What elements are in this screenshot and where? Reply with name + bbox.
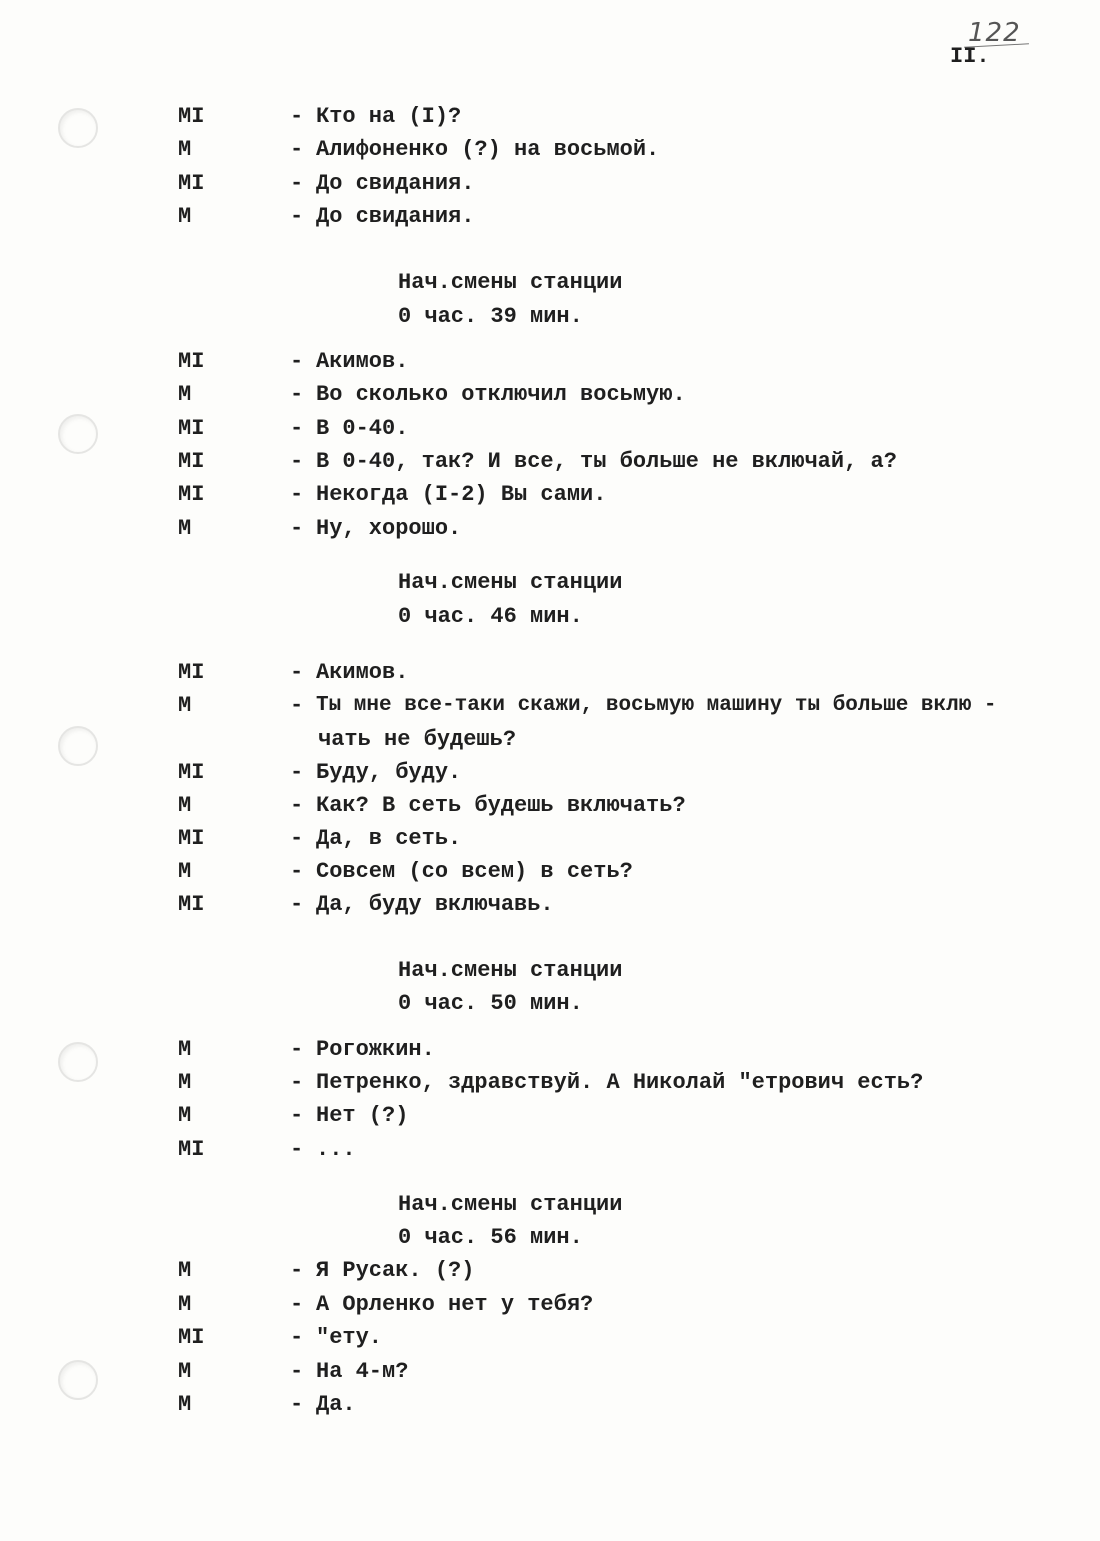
dialog-line xyxy=(0,1133,1100,1167)
dialog-line xyxy=(0,1321,1100,1355)
speaker-label: MI xyxy=(178,1325,205,1350)
line-dash: - xyxy=(290,1070,304,1095)
line-dash: - xyxy=(290,793,304,818)
line-dash: - xyxy=(290,1137,304,1162)
line-dash: - xyxy=(290,449,304,474)
line-text: До свидания. xyxy=(316,171,475,196)
speaker-label: MI xyxy=(178,171,205,196)
dialog-line xyxy=(0,822,1100,856)
dialog-continuation-line xyxy=(0,723,1100,757)
dialog-line xyxy=(0,1355,1100,1389)
line-dash: - xyxy=(290,760,304,785)
dialog-line xyxy=(0,445,1100,479)
speaker-label: MI xyxy=(178,1137,205,1162)
line-text: Да, в сеть. xyxy=(316,826,462,851)
section-header-time: 0 час. 56 мин. xyxy=(398,1225,583,1250)
speaker-label: MI xyxy=(178,892,205,917)
line-dash: - xyxy=(290,1103,304,1128)
speaker-label: MI xyxy=(178,660,205,685)
dialog-line xyxy=(0,412,1100,446)
line-text: чать не будешь? xyxy=(318,727,517,752)
dialog-line xyxy=(0,855,1100,889)
dialog-line xyxy=(0,100,1100,134)
line-text: Да, буду включавь. xyxy=(316,892,554,917)
line-text: Совсем (со всем) в сеть? xyxy=(316,859,633,884)
line-text: Акимов. xyxy=(316,349,409,374)
dialog-line xyxy=(0,378,1100,412)
line-dash: - xyxy=(290,693,304,718)
line-text: В 0-40, так? И все, ты больше не включай, а? xyxy=(316,449,897,474)
dialog-line xyxy=(0,200,1100,234)
section-header-title: Нач.смены станции xyxy=(398,1192,623,1217)
section-header-title: Нач.смены станции xyxy=(398,270,623,295)
line-dash: - xyxy=(290,1258,304,1283)
line-text: На 4-м? xyxy=(316,1359,409,1384)
line-text: Во сколько отключил восьмую. xyxy=(316,382,686,407)
dialog-line xyxy=(0,478,1100,512)
line-text: Как? В сеть будешь включать? xyxy=(316,793,686,818)
section-header-time: 0 час. 50 мин. xyxy=(398,991,583,1016)
speaker-label: MI xyxy=(178,349,205,374)
section-header-title: Нач.смены станции xyxy=(398,958,623,983)
speaker-label: М xyxy=(178,1103,192,1128)
dialog-line xyxy=(0,789,1100,823)
line-text: Петренко, здравствуй. А Николай "етрович есть? xyxy=(316,1070,924,1095)
line-dash: - xyxy=(290,482,304,507)
speaker-label: М xyxy=(178,204,192,229)
section-header-time: 0 час. 46 мин. xyxy=(398,604,583,629)
dialog-line xyxy=(0,656,1100,690)
line-dash: - xyxy=(290,1359,304,1384)
section-header-title: Нач.смены станции xyxy=(398,570,623,595)
dialog-line xyxy=(0,345,1100,379)
dialog-line xyxy=(0,689,1100,723)
line-dash: - xyxy=(290,1037,304,1062)
line-dash: - xyxy=(290,104,304,129)
line-dash: - xyxy=(290,171,304,196)
page-number: II. xyxy=(950,44,990,69)
line-dash: - xyxy=(290,137,304,162)
line-dash: - xyxy=(290,382,304,407)
line-dash: - xyxy=(290,1392,304,1417)
line-text: Акимов. xyxy=(316,660,409,685)
line-text: "ету. xyxy=(316,1325,383,1350)
line-text: Нет (?) xyxy=(316,1103,409,1128)
line-dash: - xyxy=(290,826,304,851)
speaker-label: MI xyxy=(178,826,205,851)
speaker-label: М xyxy=(178,1359,192,1384)
dialog-line xyxy=(0,1254,1100,1288)
speaker-label: М xyxy=(178,1392,192,1417)
speaker-label: MI xyxy=(178,482,205,507)
line-text: Ты мне все-таки скажи, восьмую машину ты больше вклю - xyxy=(316,694,997,717)
line-dash: - xyxy=(290,416,304,441)
line-text: До свидания. xyxy=(316,204,475,229)
line-text: Некогда (I-2) Вы сами. xyxy=(316,482,607,507)
line-text: Я Русак. (?) xyxy=(316,1258,475,1283)
dialog-line xyxy=(0,512,1100,546)
section-header-time: 0 час. 39 мин. xyxy=(398,304,583,329)
speaker-label: М xyxy=(178,1258,192,1283)
line-dash: - xyxy=(290,892,304,917)
speaker-label: М xyxy=(178,859,192,884)
speaker-label: М xyxy=(178,793,192,818)
line-text: Алифоненко (?) на восьмой. xyxy=(316,137,660,162)
dialog-line xyxy=(0,1388,1100,1422)
line-dash: - xyxy=(290,1292,304,1317)
speaker-label: М xyxy=(178,382,192,407)
dialog-line xyxy=(0,1288,1100,1322)
line-text: Ну, хорошо. xyxy=(316,516,462,541)
speaker-label: М xyxy=(178,1037,192,1062)
line-dash: - xyxy=(290,1325,304,1350)
handwritten-page-number: 122 xyxy=(968,18,1021,48)
dialog-line xyxy=(0,1066,1100,1100)
speaker-label: MI xyxy=(178,760,205,785)
dialog-line xyxy=(0,1033,1100,1067)
line-text: Кто на (I)? xyxy=(316,104,462,129)
dialog-line xyxy=(0,1099,1100,1133)
speaker-label: MI xyxy=(178,104,205,129)
line-dash: - xyxy=(290,204,304,229)
line-text: Буду, буду. xyxy=(316,760,462,785)
dialog-line xyxy=(0,888,1100,922)
dialog-line xyxy=(0,756,1100,790)
speaker-label: М xyxy=(178,516,192,541)
speaker-label: М xyxy=(178,1292,192,1317)
line-text: Да. xyxy=(316,1392,356,1417)
line-dash: - xyxy=(290,516,304,541)
dialog-line xyxy=(0,133,1100,167)
speaker-label: MI xyxy=(178,449,205,474)
line-dash: - xyxy=(290,859,304,884)
line-dash: - xyxy=(290,349,304,374)
line-text: ... xyxy=(316,1137,356,1162)
line-text: Рогожкин. xyxy=(316,1037,435,1062)
line-text: В 0-40. xyxy=(316,416,409,441)
speaker-label: MI xyxy=(178,416,205,441)
dialog-line xyxy=(0,167,1100,201)
line-text: А Орленко нет у тебя? xyxy=(316,1292,594,1317)
line-dash: - xyxy=(290,660,304,685)
speaker-label: М xyxy=(178,1070,192,1095)
speaker-label: М xyxy=(178,693,192,718)
speaker-label: М xyxy=(178,137,192,162)
